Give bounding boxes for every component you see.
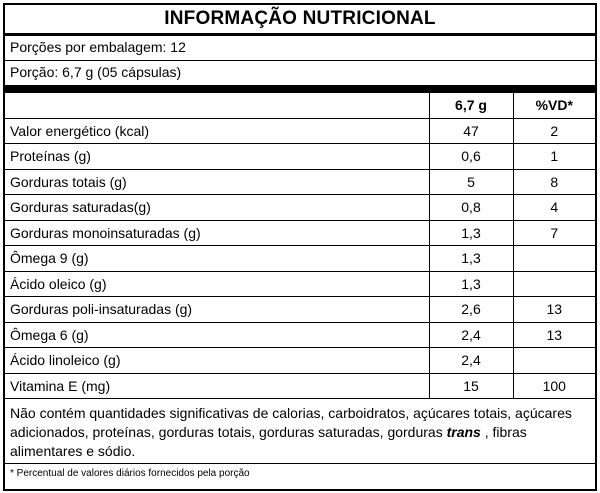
nutrient-daily-value xyxy=(513,271,595,297)
table-header-row xyxy=(5,93,595,118)
nutrient-amount: 5 xyxy=(429,169,513,195)
nutrient-name: Ômega 9 (g) xyxy=(5,246,429,272)
table-row xyxy=(5,373,595,399)
nutrient-daily-value xyxy=(513,246,595,272)
nutrient-amount: 2,4 xyxy=(429,348,513,374)
nutrient-amount: 2,4 xyxy=(429,322,513,348)
nutrient-amount: 0,6 xyxy=(429,144,513,170)
header-nutrient xyxy=(5,93,429,118)
servings-per-package: Porções por embalagem: 12 xyxy=(10,39,186,55)
nutrient-name: Gorduras totais (g) xyxy=(5,169,429,195)
note-trans-emphasis: trans xyxy=(446,424,481,440)
nutrient-daily-value: 4 xyxy=(513,195,595,221)
panel-title: INFORMAÇÃO NUTRICIONAL xyxy=(164,8,436,29)
table-row xyxy=(5,322,595,348)
nutrient-amount: 0,8 xyxy=(429,195,513,221)
footnote: * Percentual de valores diários fornecidos pela porção xyxy=(10,468,250,479)
nutrient-daily-value: 13 xyxy=(513,322,595,348)
nutrient-daily-value: 8 xyxy=(513,169,595,195)
nutrient-name: Ácido linoleico (g) xyxy=(5,348,429,374)
nutrient-amount: 15 xyxy=(429,373,513,399)
nutrient-amount: 2,6 xyxy=(429,297,513,323)
nutrient-amount: 1,3 xyxy=(429,246,513,272)
info-divider xyxy=(5,60,595,61)
note-text-start: Não contém quantidades significativas de calorias, carboidratos, açúcares totais, açúcares adicionados, proteínas, gorduras totais, gorduras saturadas, gorduras xyxy=(10,405,572,440)
header-daily-value: %VD* xyxy=(513,93,595,118)
note-text-end: , fibras alimentares e sódio. xyxy=(10,424,527,459)
table-row xyxy=(5,118,595,144)
nutrient-daily-value: 2 xyxy=(513,118,595,144)
table-row xyxy=(5,195,595,221)
nutrient-daily-value: 100 xyxy=(513,373,595,399)
nutrient-amount: 1,3 xyxy=(429,220,513,246)
table-row xyxy=(5,144,595,170)
nutrition-facts-panel xyxy=(3,3,597,491)
nutrient-name: Gorduras poli-insaturadas (g) xyxy=(5,297,429,323)
nutrition-table xyxy=(5,93,595,399)
nutrient-name: Gorduras monoinsaturadas (g) xyxy=(5,220,429,246)
nutrient-name: Valor energético (kcal) xyxy=(5,118,429,144)
nutrient-name: Ômega 6 (g) xyxy=(5,322,429,348)
serving-size: Porção: 6,7 g (05 cápsulas) xyxy=(10,64,182,80)
table-row xyxy=(5,297,595,323)
nutrient-daily-value: 7 xyxy=(513,220,595,246)
disclaimer-note xyxy=(10,404,586,461)
header-amount: 6,7 g xyxy=(429,93,513,118)
table-row xyxy=(5,246,595,272)
nutrient-name: Gorduras saturadas(g) xyxy=(5,195,429,221)
nutrient-daily-value xyxy=(513,348,595,374)
table-row xyxy=(5,348,595,374)
table-row xyxy=(5,271,595,297)
table-row xyxy=(5,169,595,195)
nutrient-daily-value: 1 xyxy=(513,144,595,170)
nutrient-amount: 47 xyxy=(429,118,513,144)
nutrient-amount: 1,3 xyxy=(429,271,513,297)
footnote-divider xyxy=(5,463,595,464)
nutrient-name: Proteínas (g) xyxy=(5,144,429,170)
title-divider xyxy=(5,33,595,36)
nutrient-daily-value: 13 xyxy=(513,297,595,323)
thick-divider xyxy=(5,85,595,93)
nutrient-name: Ácido oleico (g) xyxy=(5,271,429,297)
table-row xyxy=(5,220,595,246)
nutrient-name: Vitamina E (mg) xyxy=(5,373,429,399)
